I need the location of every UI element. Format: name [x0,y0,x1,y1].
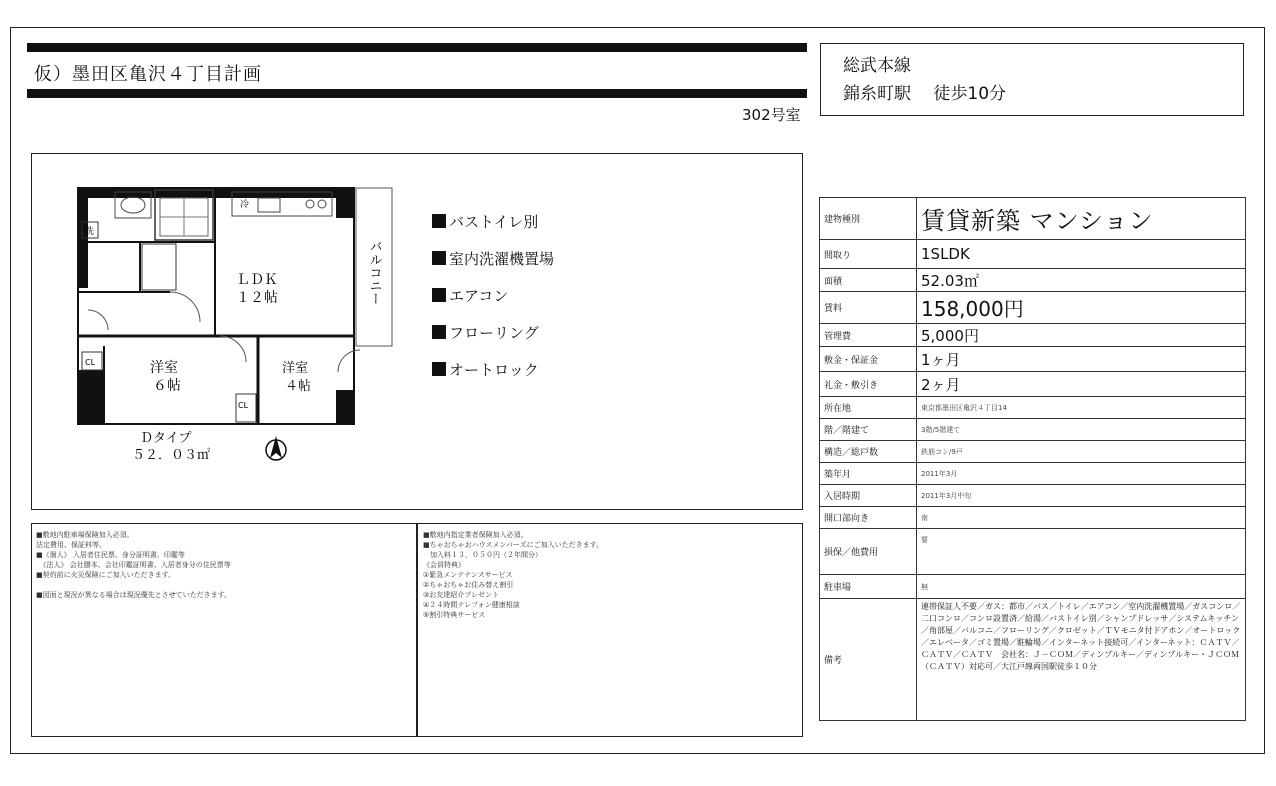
info-value: 南 [917,507,1246,529]
page-title: 仮）墨田区亀沢４丁目計画 [34,64,262,85]
info-row [820,397,1246,419]
notes-left-text: ■敷地内駐車場保険加入必須。 法定費用、保証料等。 ■《個人》 入居者住民票、身分証明書、印鑑等 《法人》 会社謄本、会社印鑑証明書、入居者身分の住民票等 ■契約前に火災保険にご加入いただきます。 ■図面と現況が異なる場合は現況優先とさせていただきます。 [36,531,232,599]
info-row [820,575,1246,599]
info-row [820,529,1246,575]
station-box [820,43,1244,116]
closet-label-2: CL [238,401,249,410]
info-label: 敷金・保証金 [820,347,917,372]
station-access: 錦糸町駅 徒歩10分 [843,84,1007,104]
info-label: 備考 [820,599,917,721]
feature-item: エアコン [432,278,554,315]
wash-label: 洗 [85,227,95,237]
info-label: 所在地 [820,397,917,419]
notes-right-panel [416,523,803,737]
title-top-rule [27,43,807,52]
closet-label-1: CL [85,358,96,367]
info-value: 要 [917,529,1246,575]
title-bottom-rule [27,89,807,98]
info-row [820,347,1246,372]
info-row [820,419,1246,441]
info-label: 階／階建て [820,419,917,441]
info-label: 面積 [820,269,917,292]
plan-type: Ｄタイプ [140,431,192,446]
info-label: 損保／他費用 [820,529,917,575]
info-value: 無 [917,575,1246,599]
room1-label: 洋室 [150,360,178,376]
info-label: 築年月 [820,463,917,485]
feature-item: バストイレ別 [432,204,554,241]
info-label: 間取り [820,240,917,269]
info-label: 建物種別 [820,198,917,240]
info-row [820,240,1246,269]
info-row [820,599,1246,721]
info-label: 開口部向き [820,507,917,529]
info-value: 1ヶ月 [917,347,1246,372]
info-value: 2011年3月中旬 [917,485,1246,507]
notes-right-text: ■敷地内指定業者保険加入必須。 ■ちゃおちゃおハウスメンバーズにご加入いただきます。 加入料１３，０５０円（２年間分） 《会員特典》 ①緊急メンテナンスサービス ②ちゃおちゃお住み替え割引 ③お友達紹介プレゼント ④２４時間テレフォン健康相談 ⑤割引特典サービス [423,531,604,619]
info-value: 5,000円 [917,324,1246,347]
fridge-label: 冷 [240,200,250,210]
info-row [820,463,1246,485]
room1-size: ６帖 [153,378,181,394]
info-value: 2011年3月 [917,463,1246,485]
info-row [820,269,1246,292]
plan-area: ５２．０３㎡ [132,448,211,463]
info-label: 賃料 [820,292,917,324]
feature-list [432,204,554,389]
balcony-label: バルコニー [366,240,382,305]
info-value: 東京都墨田区亀沢４丁目14 [917,397,1246,419]
ldk-label: ＬＤＫ [236,272,278,288]
info-label: 駐車場 [820,575,917,599]
info-row [820,324,1246,347]
station-line: 総武本線 [843,56,911,76]
info-value: 3階/5階建て [917,419,1246,441]
room2-label: 洋室 [282,361,309,376]
info-label: 礼金・敷引き [820,372,917,397]
info-label: 管理費 [820,324,917,347]
info-row [820,441,1246,463]
ldk-size: １２帖 [236,290,278,306]
feature-item: 室内洗濯機置場 [432,241,554,278]
info-row [820,485,1246,507]
info-row [820,372,1246,397]
info-label: 入居時期 [820,485,917,507]
room-number: 302号室 [742,106,801,124]
info-value: 1SLDK [917,240,1246,269]
info-value: 鉄筋コン/9戸 [917,441,1246,463]
info-value: 賃貸新築 マンション [917,198,1246,240]
info-value: 2ヶ月 [917,372,1246,397]
info-row [820,507,1246,529]
floorplan-drawing [60,180,410,470]
info-row [820,198,1246,240]
info-row [820,292,1246,324]
north-arrow-icon [266,436,286,460]
info-value: 連帯保証人不要／ガス：都市／バス／トイレ／エアコン／室内洗濯機置場／ガスコンロ／二口コンロ／コンロ設置済／給湯／バストイレ別／シャンプドレッサ／システムキッチン／角部屋／バルコニ／フローリング／クロゼット／ＴＶモニタ付ドアホン／オートロック／エレベータ／ゴミ置場／駐輪場／インターネット接続可／インターネット：ＣＡＴＶ／ＣＡＴＶ／ＣＡＴＶ 会社名：Ｊ－ＣＯＭ／ディンプルキー／ディンプルキー・ＪＣＯＭ（ＣＡＴＶ）対応可／大江戸線両国駅徒歩１０分 [917,599,1246,721]
feature-item: オートロック [432,352,554,389]
info-value: 52.03㎡ [917,269,1246,292]
property-info-table [819,197,1246,721]
info-label: 構造／総戸数 [820,441,917,463]
room2-size: ４帖 [285,379,312,394]
info-value: 158,000円 [917,292,1246,324]
feature-item: フローリング [432,315,554,352]
notes-left-panel [31,523,418,737]
